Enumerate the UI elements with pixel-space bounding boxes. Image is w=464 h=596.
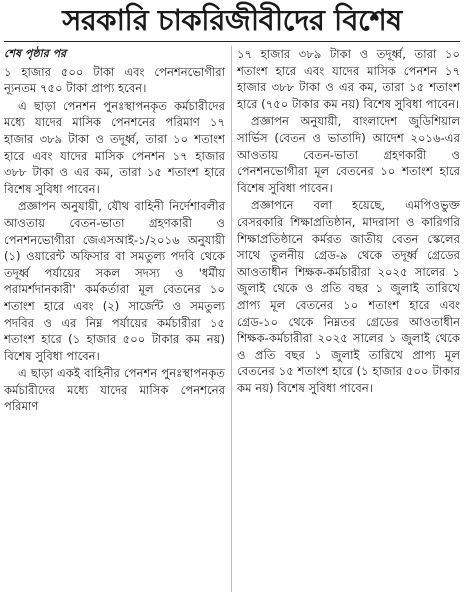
article-column-right bbox=[237, 46, 460, 594]
continued-from-label: শেষ পৃষ্ঠার পর bbox=[4, 47, 67, 60]
paragraph: ১ হাজার ৫০০ টাকা এবং পেনশনভোগীরা ন্যূনতম ৭৫০ টাকা প্রাপ্য হবেন। bbox=[4, 64, 225, 96]
paragraph: প্রজ্ঞাপন অনুযায়ী, যৌথ বাহিনী নির্দেশাবলীর আওতায় বেতন-ভাতা গ্রহণকারী ও পেনশনভোগীরা জেএসআই-১/২০১৬ অনুযায়ী (১) ওয়ারেন্ট অফিসার বা সমতুল্য পদবি থেকে তদূর্ধ্ব পর্যায়ের সকল সদস্য ও 'ধর্মীয় পরামর্শদানকারী' কর্মকর্তারা মূল বেতনের ১০ শতাংশ হারে এবং (২) সার্জেন্ট ও সমতুল্য পদবির ও এর নিম্ন পর্যায়ের কর্মচারীরা ১৫ শতাংশ হারে (১ হাজার ৫০০ টাকার কম নয়) বিশেষ সুবিধা পাবেন। bbox=[4, 199, 225, 363]
column-divider bbox=[231, 46, 232, 592]
paragraph: এ ছাড়া একই বাহিনীর পেনশন পুনঃস্থাপনকৃত কর্মচারীদের মধ্যে যাদের মাসিক পেনশনের পরিমাণ bbox=[4, 366, 225, 414]
paragraph: ১৭ হাজার ৩৮৯ টাকা ও তদূর্ধ্ব, তারা ১০ শতাংশ হারে এবং যাদের মাসিক পেনশন ১৭ হাজার ৩৮৮ টাকা ও এর কম, তারা ১৫ শতাংশ হারে (৭৫০ টাকার কম নয়) বিশেষ সুবিধা পাবেন। bbox=[237, 47, 460, 111]
headline: সরকারি চাকরিজীবীদের বিশেষ bbox=[62, 3, 402, 37]
paragraph: এ ছাড়া পেনশন পুনঃস্থাপনকৃত কর্মচারীদের মধ্যে যাদের মাসিক পেনশনের পরিমাণ ১৭ হাজার ৩৮৯ টাকা ও তদূর্ধ্ব, তারা ১০ শতাংশ হারে এবং যাদের মাসিক পেনশন ১৭ হাজার ৩৮৮ টাকা ও এর কম, তারা ১৫ শতাংশ হারে বিশেষ সুবিধা পাবেন। bbox=[4, 98, 225, 196]
paragraph: প্রজ্ঞাপন অনুযায়ী, বাংলাদেশ জুডিশিয়াল সার্ভিস (বেতন ও ভাতাদি) আদেশ ২০১৬-এর আওতায় বেতন-ভাতা গ্রহণকারী ও পেনশনভোগীরা মূল বেতনের ১০ শতাংশ হারে বিশেষ সুবিধা পাবেন। bbox=[237, 114, 460, 195]
paragraph: প্রজ্ঞাপনে বলা হয়েছে, এমপিওভুক্ত বেসরকারি শিক্ষাপ্রতিষ্ঠান, মাদরাসা ও কারিগরি শিক্ষাপ্রতিষ্ঠানে কর্মরত জাতীয় বেতন স্কেলের সাথে তুলনীয় গ্রেড-৯ থেকে তদূর্ধ্ব গ্রেডের আওতাধীন শিক্ষক-কর্মচারীরা ২০২৫ সালের ১ জুলাই থেকে ও প্রতি বছর ১ জুলাই তারিখে প্রাপ্য মূল বেতনের ১০ শতাংশ হারে এবং গ্রেড-১০ থেকে নিম্নতর গ্রেডের আওতাধীন শিক্ষক-কর্মচারীরা ২০২৫ সালের ১ জুলাই থেকে ও প্রতি বছর ১ জুলাই তারিখে প্রাপ্য মূল বেতনের ১৫ শতাংশ হারে (১ হাজার ৫০০ টাকার কম নয়) বিশেষ সুবিধা পাবেন। bbox=[237, 198, 460, 395]
article-column-left bbox=[4, 46, 225, 594]
headline-rule bbox=[4, 41, 460, 42]
